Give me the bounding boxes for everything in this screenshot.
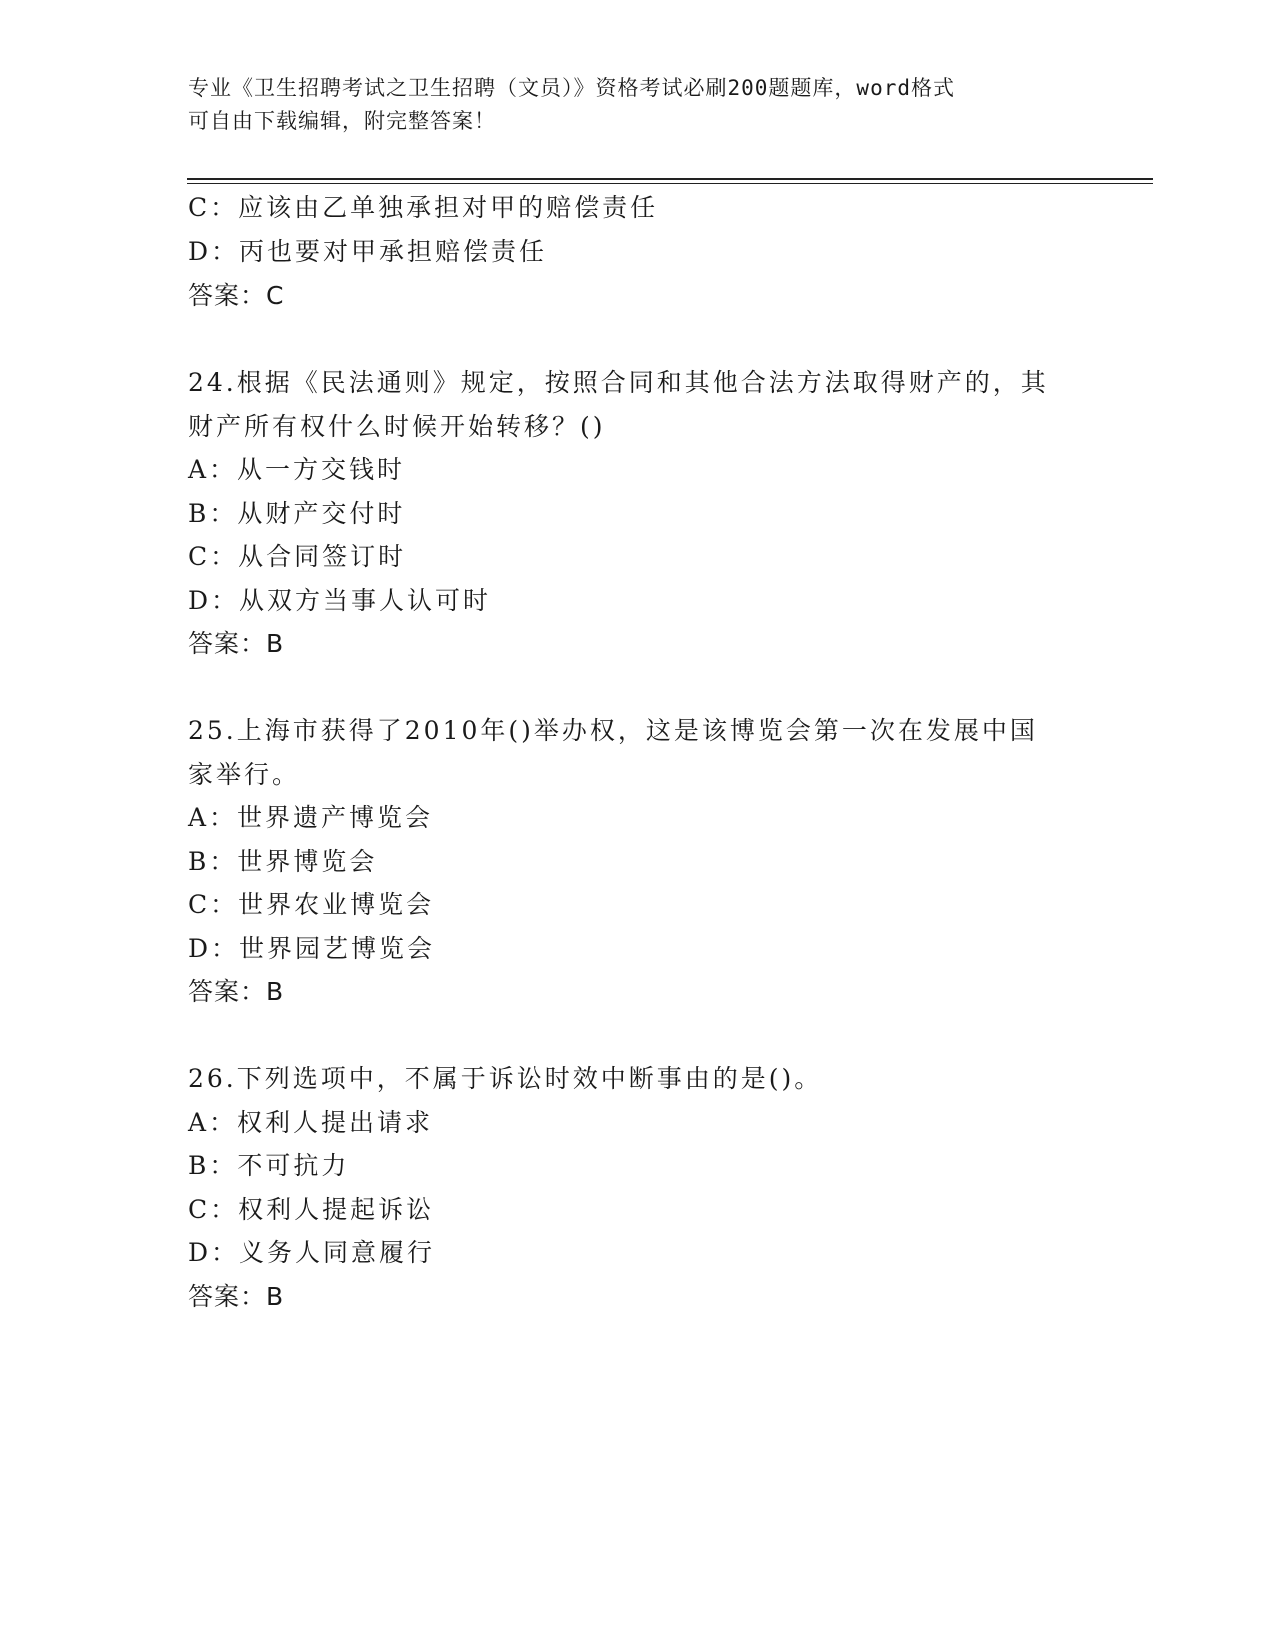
question-24-option-a: A：从一方交钱时 [188, 455, 406, 484]
question-26-answer: 答案：B [188, 1282, 285, 1311]
question-24-text-2: 财产所有权什么时候开始转移？() [188, 412, 606, 441]
question-25-option-c: C：世界农业博览会 [188, 890, 435, 919]
question-24-option-b: B：从财产交付时 [188, 499, 406, 528]
header-rule-thin [187, 183, 1153, 184]
document-header [188, 72, 1088, 138]
header-line-1: 专业《卫生招聘考试之卫生招聘（文员）》资格考试必刷200题题库，word格式 [188, 76, 955, 100]
question-25-option-d: D：世界园艺博览会 [188, 934, 436, 963]
question-24-option-d: D：从双方当事人认可时 [188, 586, 492, 615]
question-24-answer: 答案：B [188, 629, 285, 658]
question-26-option-b: B：不可抗力 [188, 1151, 350, 1180]
question-24-text-1: 24.根据《民法通则》规定，按照合同和其他合法方法取得财产的，其 [188, 368, 1049, 397]
option-d: D：丙也要对甲承担赔偿责任 [188, 237, 548, 266]
answer: 答案：C [188, 281, 285, 310]
header-rule-thick [187, 178, 1153, 180]
question-25-text-2: 家举行。 [188, 760, 301, 789]
question-24-option-c: C：从合同签订时 [188, 542, 407, 571]
question-25-answer: 答案：B [188, 977, 285, 1006]
question-26-option-d: D：义务人同意履行 [188, 1238, 436, 1267]
question-26-option-c: C：权利人提起诉讼 [188, 1195, 435, 1224]
header-line-2: 可自由下载编辑，附完整答案！ [188, 109, 496, 133]
question-25-text-1: 25.上海市获得了2010年()举办权，这是该博览会第一次在发展中国 [188, 716, 1038, 745]
question-25-option-a: A：世界遗产博览会 [188, 803, 434, 832]
question-25-option-b: B：世界博览会 [188, 847, 378, 876]
option-c: C：应该由乙单独承担对甲的赔偿责任 [188, 193, 659, 222]
question-26-option-a: A：权利人提出请求 [188, 1108, 434, 1137]
question-26-text-1: 26.下列选项中，不属于诉讼时效中断事由的是()。 [188, 1064, 823, 1093]
